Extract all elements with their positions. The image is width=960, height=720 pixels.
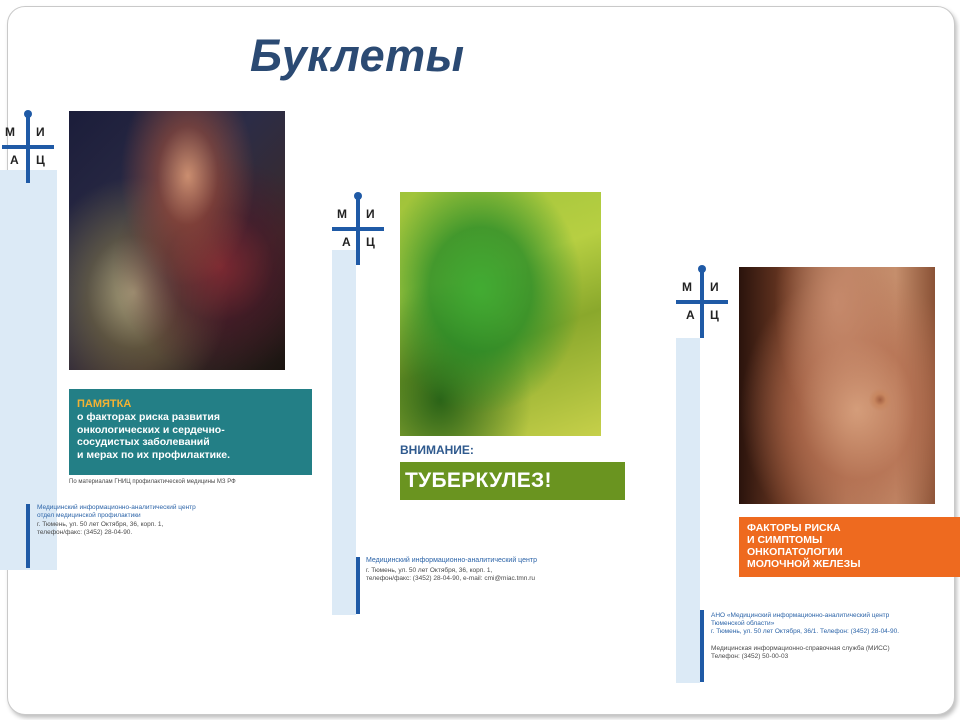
booklet-1-source: По материалам ГНИЦ профилактической медицины МЗ РФ [69, 479, 236, 485]
booklet-3-title: ФАКТОРЫ РИСКА И СИМПТОМЫ ОНКОПАТОЛОГИИ МОЛОЧНОЙ ЖЕЛЕЗЫ [747, 522, 861, 570]
slide-title: Буклеты [250, 30, 465, 81]
booklet-2-address: г. Тюмень, ул. 50 лет Октября, 36, корп. 1, телефон/факс: (3452) 28-04-90, e-mail: cmi@miac.tmn.ru [366, 567, 536, 582]
booklet-2-strip [332, 250, 356, 615]
booklet-2-title: ТУБЕРКУЛЕЗ! [405, 469, 552, 492]
booklet-1-org: Медицинский информационно-аналитический центр отдел медицинской профилактики [37, 504, 196, 519]
miac-logo: М И А Ц [676, 268, 728, 338]
booklet-3-strip [676, 338, 700, 683]
miac-logo: М И А Ц [332, 195, 384, 265]
booklet-1-text: о факторах риска развития онкологических и сердечно- сосудистых заболеваний и мерах по их профилактике. [77, 411, 231, 461]
booklet-1-photo [69, 111, 285, 370]
booklet-2-blue-bar [356, 557, 360, 614]
booklet-3-org: АНО «Медицинский информационно-аналитический центр Тюменской области» г. Тюмень, ул. 50 лет Октября, 36/1. Телефон: (3452) 28-04-90. [711, 612, 899, 635]
booklet-3-blue-bar [700, 610, 704, 682]
booklet-1-heading: ПАМЯТКА [77, 398, 132, 410]
booklet-1-blue-bar [26, 504, 30, 568]
booklet-1-title-box [69, 389, 312, 475]
booklet-3-title-box [739, 517, 960, 577]
booklet-1-address: г. Тюмень, ул. 50 лет Октября, 36, корп. 1, телефон/факс: (3452) 28-04-90. [37, 521, 164, 536]
booklet-2-label: ВНИМАНИЕ: [400, 443, 474, 457]
booklet-2-photo [400, 192, 601, 436]
miac-logo: М И А Ц [2, 113, 54, 183]
booklet-3-service: Медицинская информационно-справочная служба (МИСС) Телефон: (3452) 50-00-03 [711, 645, 890, 660]
booklet-3-photo [739, 267, 935, 504]
booklet-2-title-box [400, 462, 625, 500]
booklet-2-org: Медицинский информационно-аналитический центр [366, 557, 537, 564]
